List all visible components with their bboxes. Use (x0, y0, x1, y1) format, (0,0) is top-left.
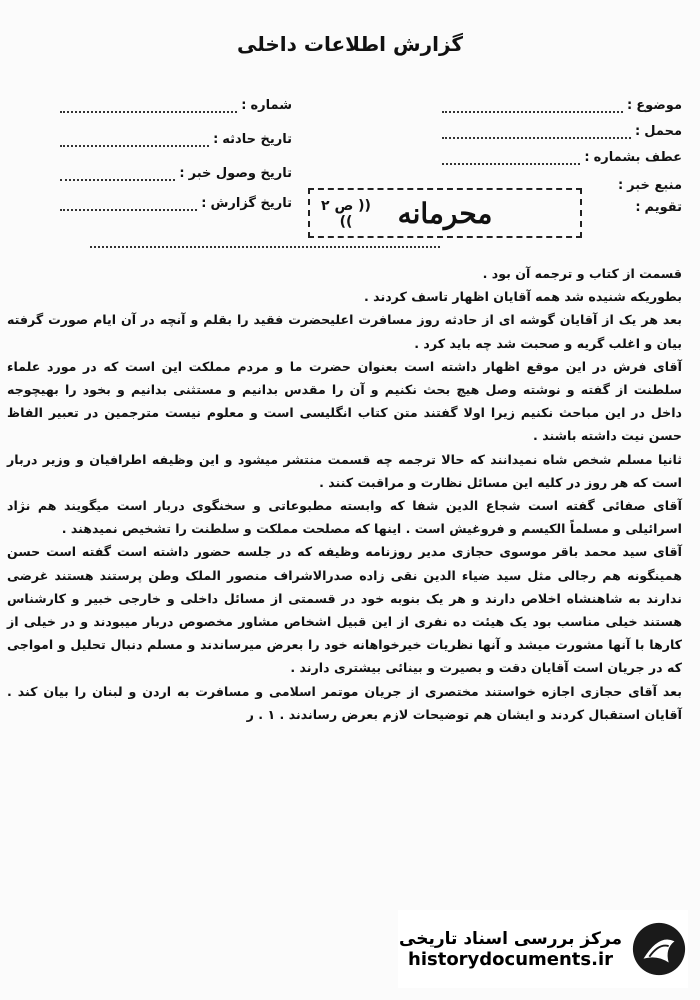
paragraph: قسمت از کتاب و ترجمه آن بود . (482, 266, 682, 281)
paragraph: ثانیا مسلم شخص شاه نمیدانند که حالا ترجمه چه قسمت منتشر میشود و این وظیفه اطرافیان و وزیر دربار است که هر روز در کلیه این مسائل نظارت و مراقبت کنند . (7, 451, 682, 490)
paragraph: بطوریکه شنیده شد همه آقایان اظهار تاسف کردند . (364, 289, 682, 305)
field-received-date-line (60, 169, 175, 181)
field-incident-date-label: تاریخ حادثه (222, 132, 292, 147)
field-report-date-line (60, 199, 197, 211)
watermark-url: historydocuments.ir (408, 948, 614, 970)
archive-emblem-icon (630, 920, 688, 978)
paragraph: آقای صفائی گفته است شجاع الدین شفا که وابسته مطبوعاتی و سخنگوی دربار است میگویند هم نژاد اسرائیلی و مسلماً الکیسم و فروغیش است . اینها که مصلحت مملکت و سلطنت را تشخیص نمیدهند . (7, 498, 682, 537)
field-location-label: محمل (644, 124, 682, 139)
field-source: منبع خبر : (617, 178, 682, 193)
field-report-date: تاریخ گزارش : (60, 196, 292, 211)
field-reference-label: عطف بشماره (593, 150, 682, 165)
field-rating: تقویم : (635, 200, 682, 215)
field-incident-date: تاریخ حادثه : (60, 132, 292, 147)
field-reference: عطف بشماره : (442, 150, 682, 165)
watermark-logo (398, 910, 688, 988)
paragraph: بعد هر یک از آقایان گوشه ای از حادثه روز مسافرت اعلیحضرت فقید را بقلم و آنچه در آن ایام صورت گرفته بیان و اغلب گریه و صحبت شد چه باید کرد . (7, 312, 682, 351)
field-source-label: منبع خبر (627, 178, 682, 193)
stamp-code: (( ص ۲ )) (321, 198, 371, 230)
paragraph: آقای فرش در این موقع اظهار داشته است بعنوان حضرت ما و مردم مملکت این است که در مورد علماء سلطنت از گفته و نوشته وصل هیچ بحث نکنیم و آن را مقدس بدانیم و مستثنی بدانیم و بخود را بهیچوجه داخل در این مباحث نکنیم زیرا اولا گفتند متن کتاب انگلیسی است و معلوم نیست مترجمین در تعبیر الفاظ حسن نیت داشته باشند . (7, 358, 682, 444)
stamp-text: محرمانه (397, 196, 493, 230)
field-location-line (442, 127, 631, 139)
field-location: محمل : (442, 124, 682, 139)
field-subject-line (442, 101, 623, 113)
report-body (7, 262, 682, 726)
field-rating-label: تقویم (644, 200, 682, 215)
field-subject-label: موضوع (636, 98, 682, 113)
field-received-date-label: تاریخ وصول خبر (188, 166, 292, 181)
paragraph: بعد آقای حجازی اجازه خواستند مختصری از جریان موتمر اسلامی و مسافرت به اردن و لبنان را بیان کند . آقایان استقبال کردند و ایشان هم توضیحات لازم بعرض رساندند . ۱ . ر (7, 683, 682, 722)
field-number-label: شماره (250, 98, 292, 113)
watermark-text (399, 929, 622, 970)
dotted-separator (90, 246, 440, 248)
field-received-date: تاریخ وصول خبر : (60, 166, 292, 181)
field-subject: موضوع : (442, 98, 682, 113)
field-reference-line (442, 153, 580, 165)
field-report-date-label: تاریخ گزارش (210, 196, 292, 211)
report-title: گزارش اطلاعات داخلی (236, 32, 464, 56)
watermark-name: مرکز بررسی اسناد تاریخی (399, 928, 622, 949)
paragraph: آقای سید محمد باقر موسوی حجازی مدیر روزنامه وظیفه که در جلسه حضور داشته است گفته است حسن همینگونه هم رجالی مثل سید ضیاء الدین نقی زاده صدرالاشراف منصور الملک وطن پرستند هستند غرضی ندارند به شاهنشاه اخلاص دارند و هر یک بنوبه خود در قسمتی از مسائل داخلی و خارجی خبیر و کارشناس هستند خیلی مناسب بود یک هیئت ده نفری از این قبیل اشخاص مشاور مخصوص دربار میبودند و در خیلی از کارها با آنها مشورت میشد و آنها نظریات خیرخواهانه خود را بعرض میرساندند و مسلم دنبال تحلیل و امواجی که در جریان است آقایان دقت و بصیرت و بینائی بیشتری دارند . (7, 544, 682, 676)
field-number: شماره : (60, 98, 292, 113)
field-incident-date-line (60, 135, 209, 147)
field-number-line (60, 101, 237, 113)
